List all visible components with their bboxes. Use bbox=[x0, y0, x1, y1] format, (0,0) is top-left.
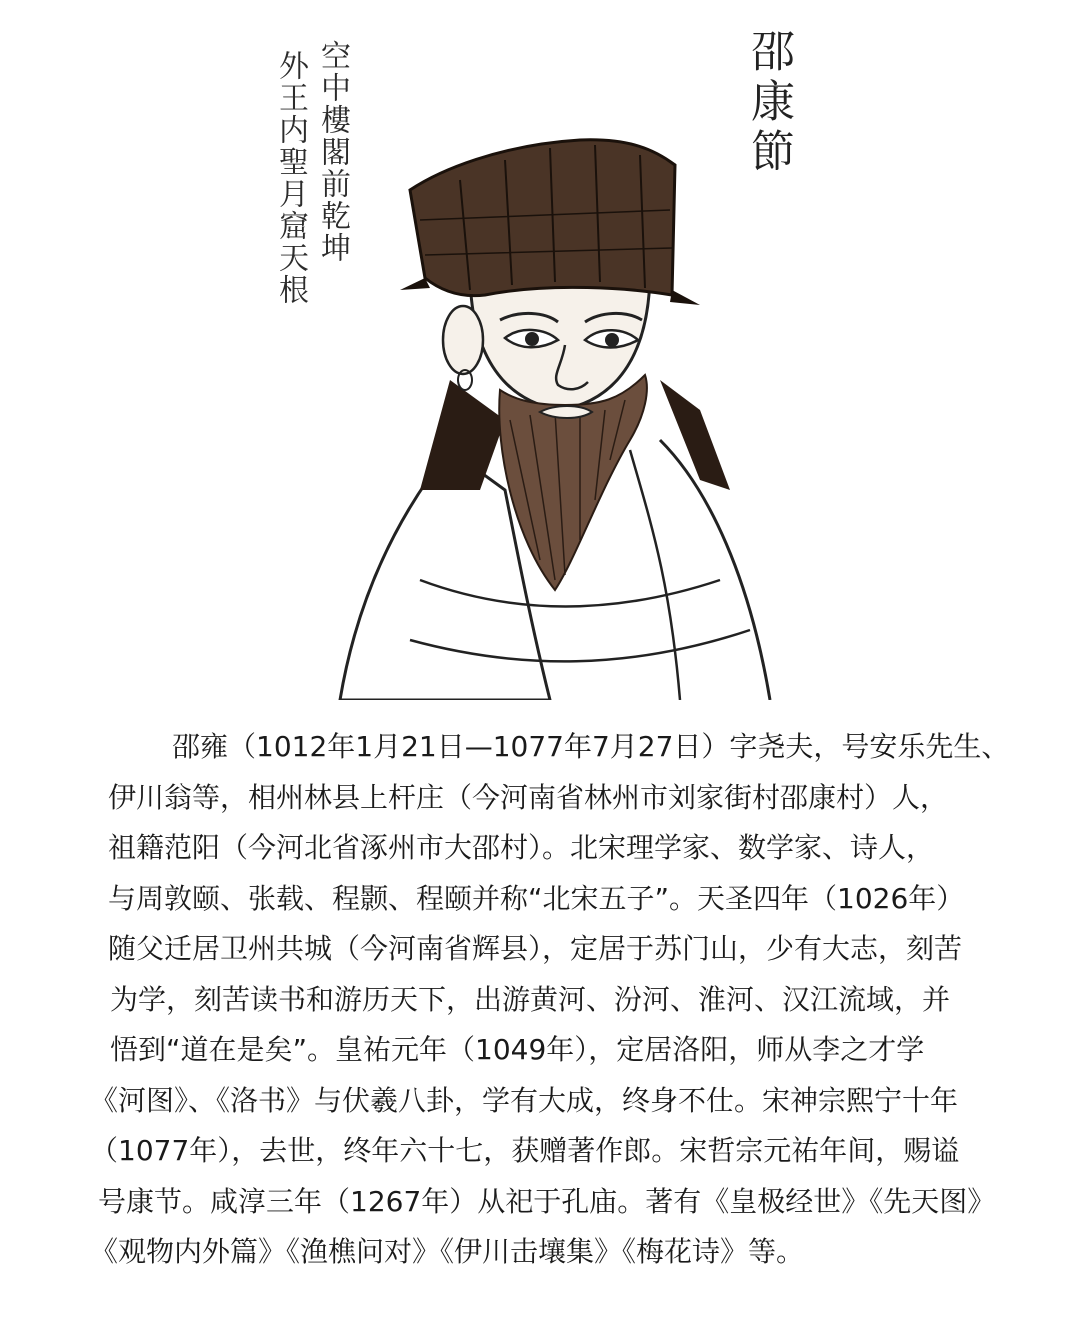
scholar-portrait-drawing bbox=[300, 20, 780, 700]
bio-line-8: 《河图》、《洛书》与伏羲八卦，学有大成，终身不仕。宋神宗熙宁十年 bbox=[90, 1083, 959, 1117]
bio-line-11: 《观物内外篇》《渔樵问对》《伊川击壤集》《梅花诗》等。 bbox=[90, 1235, 805, 1268]
bio-line-10: 号康节。咸淳三年（1267年）从祀于孔庙。著有《皇极经世》《先天图》 bbox=[98, 1184, 996, 1218]
bio-line-7: 悟到“道在是矣”。皇祐元年（1049年），定居洛阳，师从李之才学 bbox=[110, 1033, 925, 1066]
bio-line-6: 为学，刻苦读书和游历天下，出游黄河、汾河、淮河、汉江流域，并 bbox=[110, 982, 951, 1016]
bio-line-3: 祖籍范阳（今河北省涿州市大邵村）。北宋理学家、数学家、诗人， bbox=[108, 831, 935, 864]
portrait-title: 邵康節 bbox=[743, 28, 794, 178]
bio-line-2: 伊川翁等，相州林县上杆庄（今河南省林州市刘家街村邵康村）人， bbox=[108, 780, 949, 814]
biography-text bbox=[90, 722, 1060, 1278]
portrait-inscription-right: 空中樓閣前乾坤 bbox=[315, 40, 350, 264]
bio-line-4: 与周敦颐、张载、程颢、程颐并称“北宋五子”。天圣四年（1026年） bbox=[108, 881, 965, 915]
bio-line-5: 随父迁居卫州共城（今河南省辉县），定居于苏门山，少有大志，刻苦 bbox=[108, 932, 963, 965]
portrait-inscription-left: 外王内聖月窟天根 bbox=[273, 50, 308, 306]
portrait-illustration bbox=[300, 20, 780, 700]
bio-line-1: 邵雍（1012年1月21日—1077年7月27日）字尧夫，号安乐先生、 bbox=[172, 730, 1010, 763]
bio-line-9: （1077年），去世，终年六十七，获赠著作郎。宋哲宗元祐年间，赐谥 bbox=[90, 1134, 960, 1167]
